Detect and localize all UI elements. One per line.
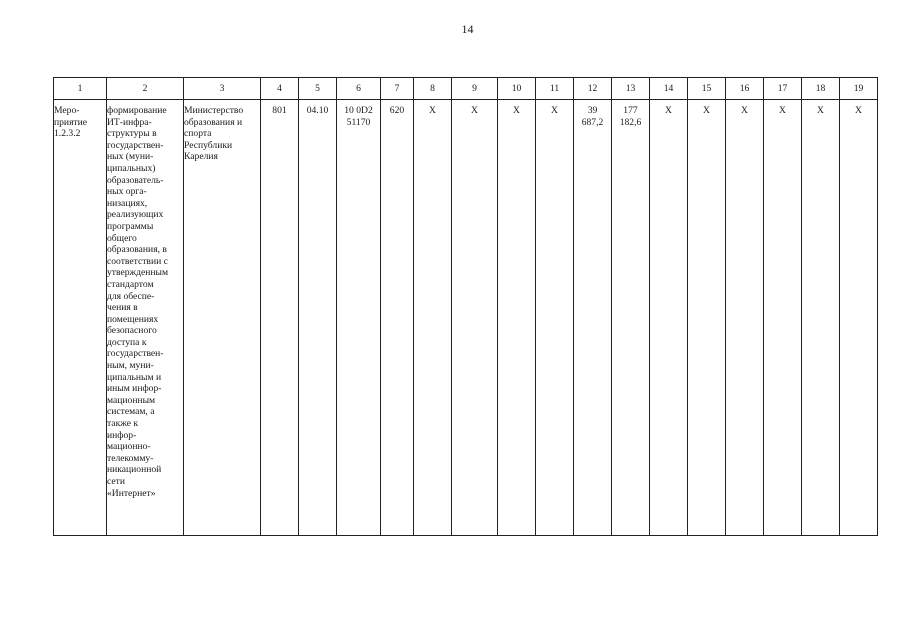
executor-cell: Министерство образования и спорта Республики Карелия [184, 100, 261, 536]
value-cell: Х [802, 100, 840, 536]
table-row [54, 100, 878, 536]
column-header: 11 [536, 78, 574, 100]
ministry-code-cell: 801 [261, 100, 299, 536]
target-article-cell: 10 0D2 51170 [337, 100, 381, 536]
column-header: 16 [726, 78, 764, 100]
column-header: 7 [381, 78, 414, 100]
budget-table [53, 77, 878, 536]
description-cell: формирование ИТ-инфра- структуры в государствен- ных (муни- ципальных) образователь- ных орга- низациях, реализующих программы общего образования, в соответствии с утвержденным стандартом для обеспе- чения в помещениях безопасного доступа к государствен- ным, муни- ципальным и иным инфор- мационным системам, а также к инфор- мационно- телекомму- никационной сети «Интернет» [107, 100, 184, 536]
value-cell: Х [840, 100, 878, 536]
column-header: 12 [574, 78, 612, 100]
event-cell: Меро- приятие 1.2.3.2 [54, 100, 107, 536]
column-header: 8 [414, 78, 452, 100]
column-header: 5 [299, 78, 337, 100]
section-code-cell: 04.10 [299, 100, 337, 536]
column-header: 1 [54, 78, 107, 100]
value-cell: Х [688, 100, 726, 536]
column-header: 15 [688, 78, 726, 100]
column-header: 10 [498, 78, 536, 100]
column-header: 17 [764, 78, 802, 100]
value-cell: 39 687,2 [574, 100, 612, 536]
page-number: 14 [461, 22, 474, 36]
column-header: 4 [261, 78, 299, 100]
value-cell: Х [414, 100, 452, 536]
column-header: 2 [107, 78, 184, 100]
column-header: 13 [612, 78, 650, 100]
column-header: 6 [337, 78, 381, 100]
value-cell: Х [498, 100, 536, 536]
header-row [54, 78, 878, 100]
value-cell: Х [650, 100, 688, 536]
value-cell: Х [726, 100, 764, 536]
column-header: 14 [650, 78, 688, 100]
column-header: 18 [802, 78, 840, 100]
value-cell: Х [764, 100, 802, 536]
expense-type-cell: 620 [381, 100, 414, 536]
column-header: 3 [184, 78, 261, 100]
column-header: 19 [840, 78, 878, 100]
value-cell: Х [536, 100, 574, 536]
value-cell: 177 182,6 [612, 100, 650, 536]
value-cell: Х [452, 100, 498, 536]
column-header: 9 [452, 78, 498, 100]
